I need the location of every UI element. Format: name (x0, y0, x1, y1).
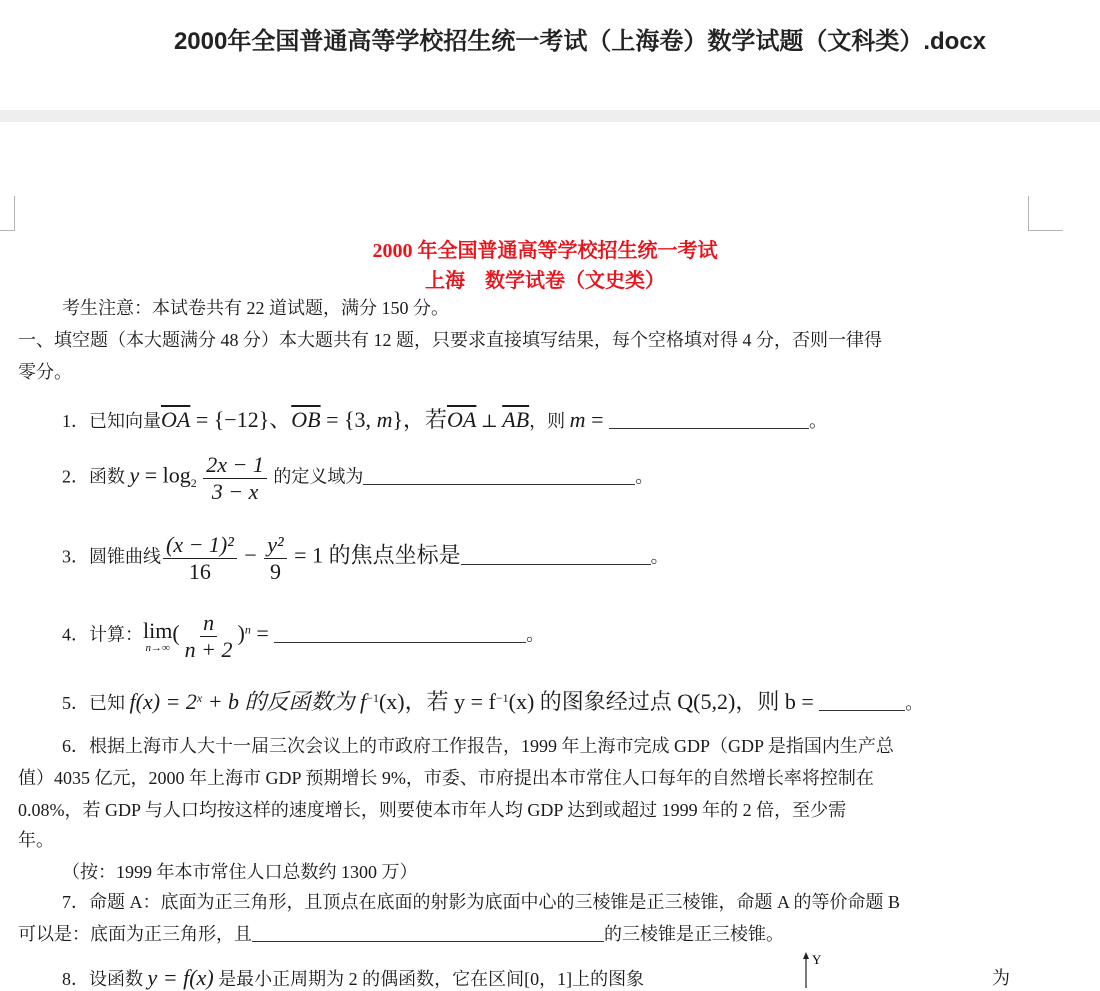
question-8-tail: 为 (992, 968, 1010, 988)
section1-line1: 一、填空题（本大题满分 48 分）本大题共有 12 题，只要求直接填写结果，每个空格填对得 4 分，否则一律得 (18, 330, 882, 350)
question-4: 4．计算： lim n→∞ ( $\frac{n}{n + 2}$ )$^n$ = 。 (62, 610, 545, 662)
question-2: 2．函数 $y = \log_2$ $\frac{2x - 1}{3 - x}$ 的定义域为 。 (62, 452, 654, 504)
answer-blank-3[interactable] (461, 546, 651, 565)
question-5: 5．已知 $f(x) = 2^x + b$ 的反函数为 $f^{-1}(x)$，若 $y = f^{-1}(x)$ 的图象经过点 Q(5,2)，则 b = 。 (62, 689, 924, 714)
margin-corner-right (1028, 196, 1063, 231)
question-6-line3: 0.08%，若 GDP 与人口均按这样的速度增长，则要使本市年人均 GDP 达到或超过 1999 年的 2 倍，至少需 (18, 800, 847, 820)
question-3: 3．圆锥曲线 $\frac{\text{(x − 1)²}}{16}$ − $\frac{\text{y²}}{9}$ = 1 的焦点坐标是 。 (62, 532, 669, 584)
question-6-line1: 6．根据上海市人大十一届三次会议上的市政府工作报告，1999 年上海市完成 GDP（GDP 是指国内生产总 (62, 736, 894, 756)
title-bar (0, 0, 1100, 110)
fraction: $\frac{2x - 1}{3 - x}$ (203, 452, 267, 505)
limit: lim n→∞ (143, 618, 173, 654)
fraction: $\frac{\text{(x − 1)²}}{16}$ (163, 532, 237, 585)
question-6-line2: 值）4035 亿元，2000 年上海市 GDP 预期增长 9%，市委、市府提出本市常住人口每年的自然增长率将控制在 (18, 768, 874, 788)
question-7-line2: 可以是：底面为正三角形，且 的三棱锥是正三棱锥。 (18, 924, 784, 944)
document-page[interactable] (0, 122, 1100, 990)
doc-title-line1: 2000 年全国普通高等学校招生统一考试 (372, 240, 718, 262)
page-gap (0, 110, 1100, 122)
answer-blank-5[interactable] (819, 692, 905, 711)
answer-blank-4[interactable] (274, 624, 526, 643)
graph-axis-label: Y (812, 952, 822, 967)
question-8: 8．设函数 y = f(x) 是最小正周期为 2 的偶函数，它在区间[0，1]上的图象 (62, 965, 645, 990)
answer-blank-1[interactable] (609, 410, 809, 429)
margin-corner-left (0, 196, 15, 231)
question-6-note: （按：1999 年本市常住人口总数约 1300 万） (62, 862, 418, 882)
question-7-line1: 7．命题 A：底面为正三角形，且顶点在底面的射影为底面中心的三棱锥是正三棱锥，命题 A 的等价命题 B (62, 892, 901, 912)
fraction: $\frac{n}{n + 2}$ (184, 610, 233, 662)
notice: 考生注意：本试卷共有 22 道试题，满分 150 分。 (62, 298, 449, 318)
answer-blank-7[interactable] (252, 923, 604, 942)
answer-blank-2[interactable] (363, 466, 635, 485)
doc-title-line2: 上海 数学试卷（文史类） (425, 270, 665, 292)
question-6-line4: 年。 (18, 830, 54, 850)
graph-figure (790, 948, 900, 988)
section1-line2: 零分。 (18, 362, 72, 382)
file-title: 2000年全国普通高等学校招生统一考试（上海卷）数学试题（文科类）.docx (173, 28, 987, 55)
question-1: 1．已知向量$\overline{OA} = \{-12\}$、$\overline{OB} = \{3$, m}，若$\overline{OA}$ ⊥ $\overline{AB}$，则 m = 。 (62, 407, 827, 432)
fraction: $\frac{\text{y²}}{9}$ (264, 532, 286, 585)
